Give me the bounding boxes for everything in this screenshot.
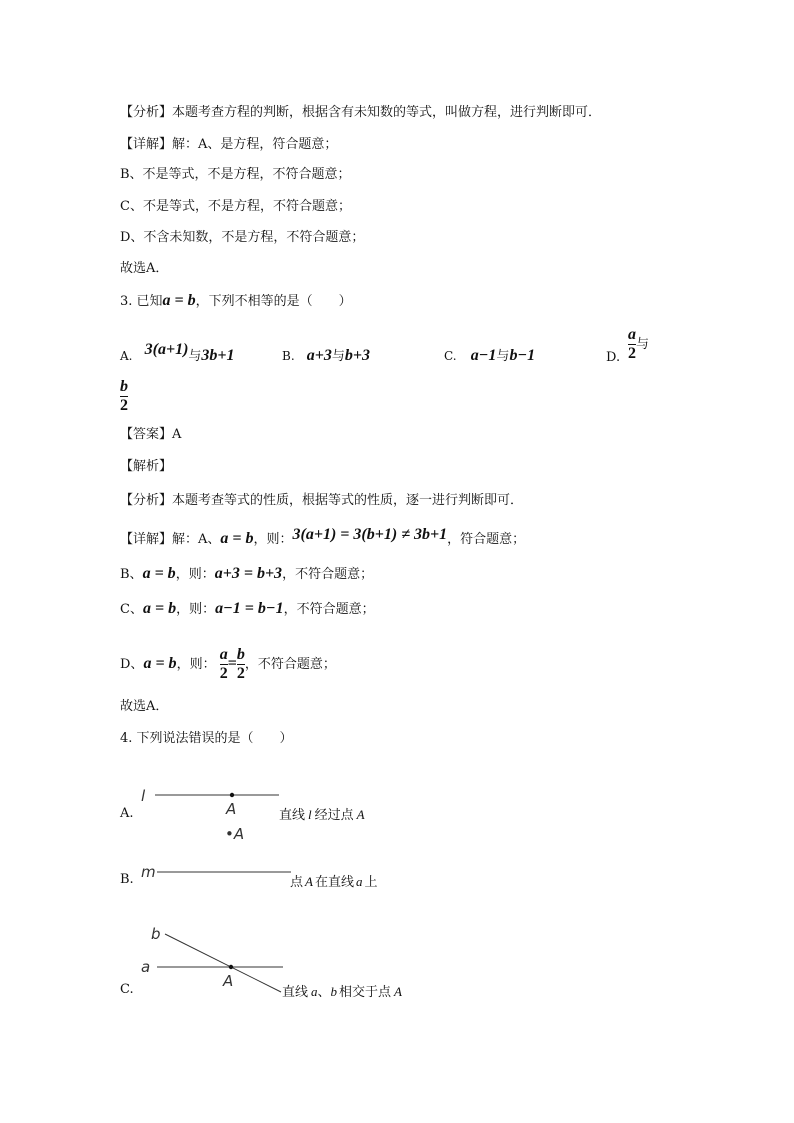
q3-option-d2-frac [120, 378, 128, 415]
q3-suffix: ，下列不相等的是（ ） [195, 294, 352, 309]
q3-option-a [120, 341, 235, 365]
intersection-label: A [223, 972, 234, 990]
q3-option-a-expr: 3(a+1) [144, 341, 189, 358]
q4-option-b-label: B. [120, 872, 134, 887]
detail2-a-then: ，则： [253, 532, 293, 547]
q4-option-a-figure [135, 784, 285, 816]
detail2-d-den1: 2 [219, 665, 228, 682]
detail2-d-equals: = [227, 655, 237, 672]
q4-option-b-figure [135, 862, 295, 884]
detail2-b-expr: a+3 = b+3 [214, 565, 283, 582]
line-a-label: a [141, 958, 151, 976]
detail2-b-eq: a = b [142, 565, 176, 582]
line-b-label: b [151, 925, 161, 943]
q3-equation: a = b [162, 292, 196, 309]
detail2-a [120, 526, 526, 549]
choose-line: 故选A． [120, 261, 169, 276]
q4-a-text-pt: A [356, 807, 365, 822]
detail2-c [120, 600, 375, 619]
q4-b-text-pre: 点 [290, 875, 304, 890]
q3-option-d-label: D. [606, 350, 621, 365]
q4-b-text-mid: 在直线 [314, 875, 354, 890]
q3-option-d-den: 2 [628, 345, 636, 362]
detail2-b-then: ，则： [175, 567, 215, 582]
q4-c-text-post: 相交于点 [339, 985, 392, 1000]
detail2-b-prefix: B、 [120, 567, 143, 582]
answer-line: 【答案】A [120, 427, 182, 442]
q4-c-text-b: b [330, 984, 338, 999]
q4-option-b-text [290, 871, 378, 890]
q3-option-d-num: a [628, 326, 636, 343]
q3-option-c-expr: a−1 [470, 347, 497, 364]
detail-line-c: C、不是等式，不是方程，不符合题意； [120, 199, 351, 214]
detail2-a-expr: 3(a+1) = 3(b+1) ≠ 3b+1 [292, 526, 448, 543]
q3-option-c-expr2: b−1 [509, 347, 536, 364]
q3-option-c [444, 345, 535, 365]
q4-option-b-point: •A [225, 825, 245, 843]
q3-option-b-label: B. [282, 349, 295, 363]
q3-option-b-expr2: b+3 [344, 347, 371, 364]
q3-option-c-mid: 与 [496, 349, 510, 364]
q4-a-text-var: l [308, 807, 312, 822]
question-4: 4. 下列说法错误的是（ ） [120, 731, 293, 746]
detail2-d-num1: a [219, 646, 228, 663]
q3-option-b [282, 345, 370, 365]
q3-option-a-label: A. [120, 349, 133, 363]
q3-option-d2-den: 2 [120, 397, 128, 414]
detail2-a-prefix: 【详解】解：A、 [120, 532, 221, 547]
choose-line-2: 故选A． [120, 699, 169, 714]
q4-option-a-text [279, 804, 365, 823]
analysis-line-2: 【分析】本题考查等式的性质，根据等式的性质，逐一进行判断即可． [120, 493, 524, 508]
intersection-point [229, 965, 233, 969]
q4-option-c-figure [135, 922, 285, 994]
q4-c-text-a: a [311, 984, 318, 999]
q4-b-text-var: a [355, 874, 363, 889]
detail-line-b: B、不是等式，不是方程，不符合题意； [120, 167, 351, 182]
q3-option-a-mid: 与 [188, 349, 202, 364]
q4-c-text-sep: 、 [317, 985, 331, 1000]
q3-option-c-label: C. [444, 349, 457, 363]
q4-option-c-label: C. [120, 982, 134, 997]
q3-option-a-expr2: 3b+1 [201, 347, 235, 364]
detail2-d-frac1 [220, 646, 228, 683]
q3-option-b-expr: a+3 [306, 347, 332, 364]
q4-c-text-pt: A [394, 984, 402, 999]
detail2-a-eq: a = b [220, 530, 254, 547]
detail2-c-eq: a = b [142, 600, 177, 617]
detail2-a-end: ，符合题意； [447, 532, 526, 547]
point-a-dot [230, 793, 234, 797]
q4-a-text-post: 经过点 [314, 808, 354, 823]
detail2-c-expr: a−1 = b−1 [215, 600, 284, 617]
detail2-d-frac2 [237, 646, 245, 683]
q3-prefix: 3. 已知 [120, 294, 163, 309]
q3-option-d2-num: b [120, 378, 128, 395]
detail2-c-end: ，不符合题意； [283, 602, 375, 617]
q3-option-d-mid: 与 [636, 337, 650, 352]
q3-option-d [628, 326, 649, 363]
detail2-b-end: ，不符合题意； [282, 567, 374, 582]
line-l-label: l [141, 787, 146, 805]
q4-option-a-label: A. [120, 806, 134, 821]
q4-option-c-text [282, 981, 402, 1000]
detail2-d [120, 646, 336, 683]
detail2-d-end: ，不符合题意； [244, 657, 336, 672]
detail2-d-den2: 2 [236, 665, 245, 682]
q3-option-b-mid: 与 [331, 349, 345, 364]
detail-line-a: 【详解】解：A、是方程，符合题意； [120, 137, 338, 152]
detail2-c-then: ，则： [176, 602, 216, 617]
detail2-d-eq: a = b [143, 655, 177, 672]
detail2-c-prefix: C、 [120, 602, 143, 617]
detail2-b [120, 565, 373, 584]
detail-line-d: D、不含未知数，不是方程，不符合题意； [120, 230, 365, 245]
analysis-title: 【解析】 [120, 459, 173, 474]
line-m-label: m [141, 863, 156, 881]
detail2-d-then: ，则： [176, 657, 216, 672]
detail2-d-num2: b [236, 646, 245, 663]
q3-option-d-frac [628, 326, 636, 363]
q4-b-text-pt: A [305, 874, 313, 889]
q3-option-d-second [120, 378, 128, 415]
point-a-label: A [226, 800, 237, 816]
question-3 [120, 292, 352, 311]
analysis-line: 【分析】本题考查方程的判断，根据含有未知数的等式，叫做方程，进行判断即可． [120, 105, 602, 120]
q4-a-text-pre: 直线 [279, 808, 306, 823]
detail2-d-prefix: D、 [120, 657, 144, 672]
q4-c-text-pre: 直线 [282, 985, 309, 1000]
q4-b-text-post: 上 [364, 875, 378, 890]
